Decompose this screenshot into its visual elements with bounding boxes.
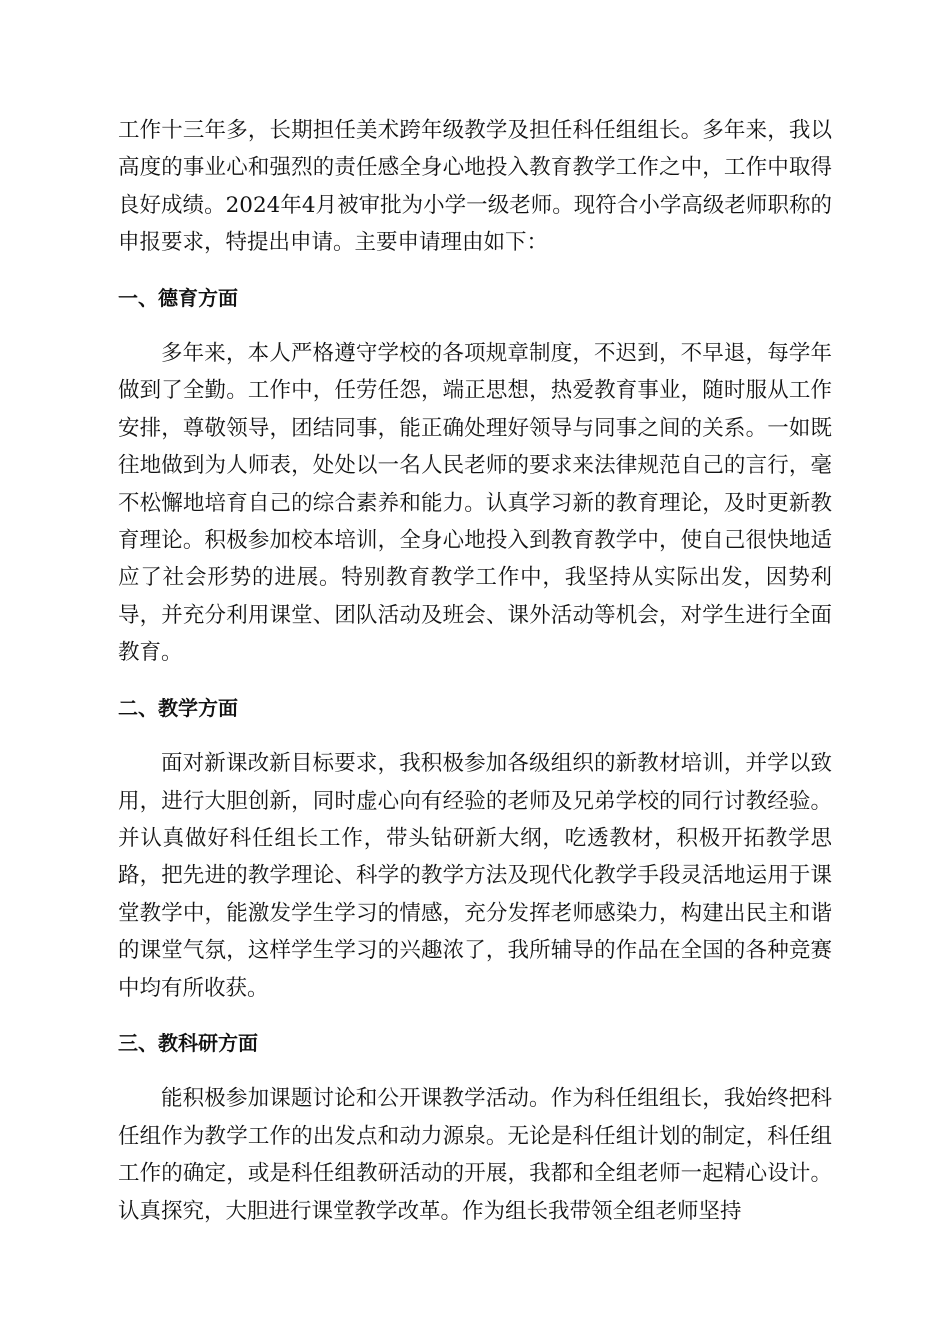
section-body-research: 能积极参加课题讨论和公开课教学活动。作为科任组组长，我始终把科任组作为教学工作的出发点和动力源泉。无论是科任组计划的制定，科任组工作的确定，或是科任组教研活动的开展，我都和全组老师一起精心设计。认真探究，大胆进行课堂教学改革。作为组长我带领全组老师坚持 [118, 1086, 832, 1224]
section-heading-teaching: 二、教学方面 [118, 695, 238, 720]
intro-paragraph: 工作十三年多，长期担任美术跨年级教学及担任科任组组长。多年来，我以高度的事业心和强烈的责任感全身心地投入教育教学工作之中，工作中取得良好成绩。2024年4月被审批为小学一级老师。现符合小学高级老师职称的申报要求，特提出申请。主要申请理由如下： [118, 118, 832, 256]
section-heading-research: 三、教科研方面 [118, 1030, 258, 1055]
section-heading-moral-education: 一、德育方面 [118, 285, 238, 310]
section-body-teaching: 面对新课改新目标要求，我积极参加各级组织的新教材培训，并学以致用，进行大胆创新，同时虚心向有经验的老师及兄弟学校的同行讨教经验。并认真做好科任组长工作，带头钻研新大纲，吃透教材，积极开拓教学思路，把先进的教学理论、科学的教学方法及现代化教学手段灵活地运用于课堂教学中，能激发学生学习的情感，充分发挥老师感染力，构建出民主和谐的课堂气氛，这样学生学习的兴趣浓了，我所辅导的作品在全国的各种竞赛中均有所收获。 [118, 751, 832, 1001]
document-page [118, 112, 832, 1248]
section-body-moral-education: 多年来，本人严格遵守学校的各项规章制度，不迟到，不早退，每学年做到了全勤。工作中，任劳任怨，端正思想，热爱教育事业，随时服从工作安排，尊敬领导，团结同事，能正确处理好领导与同事之间的关系。一如既往地做到为人师表，处处以一名人民老师的要求来法律规范自己的言行，毫不松懈地培育自己的综合素养和能力。认真学习新的教育理论，及时更新教育理论。积极参加校本培训，全身心地投入到教育教学中，使自己很快地适应了社会形势的进展。特别教育教学工作中，我坚持从实际出发，因势利导，并充分利用课堂、团队活动及班会、课外活动等机会，对学生进行全面教育。 [118, 341, 832, 666]
